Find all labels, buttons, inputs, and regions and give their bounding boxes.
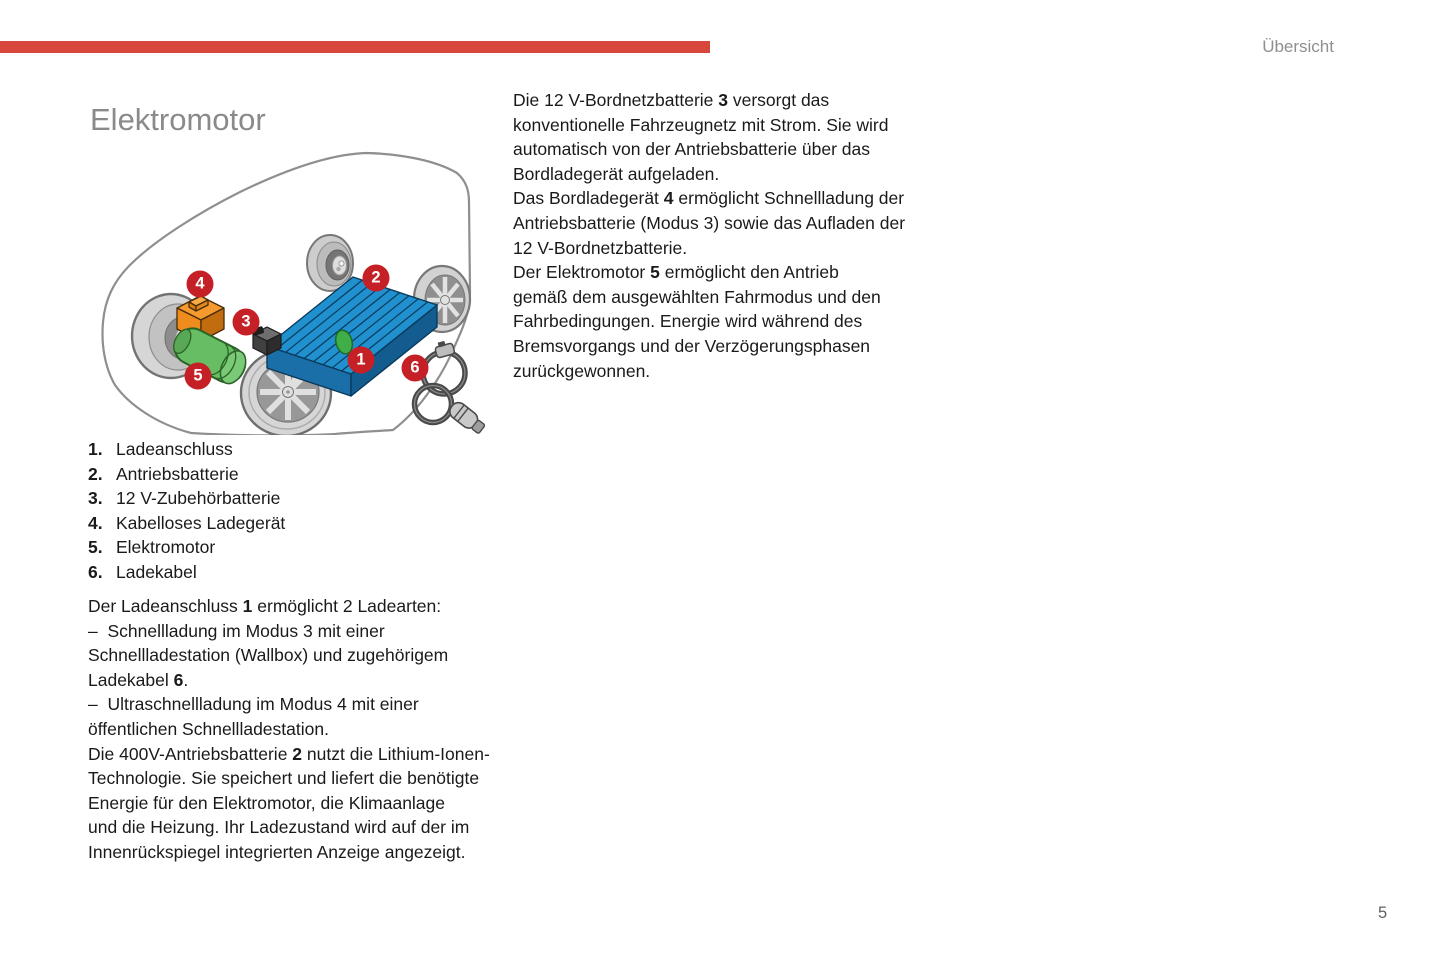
text-line: – Ultraschnellladung im Modus 4 mit einer <box>88 694 419 715</box>
text-line: Der Ladeanschluss 1 ermöglicht 2 Ladearten: <box>88 596 442 616</box>
text-line: und die Heizung. Ihr Ladezustand wird auf der im <box>88 817 470 838</box>
left-text-column <box>88 594 490 865</box>
legend-item-number: 3. <box>88 488 103 509</box>
legend-item <box>88 535 285 560</box>
legend-item <box>88 437 285 462</box>
section-label: Übersicht <box>1262 37 1334 56</box>
vehicle-diagram <box>95 140 495 435</box>
header-accent-bar <box>0 41 710 53</box>
text-line: Innenrückspiegel integrierten Anzeige angezeigt. <box>88 841 466 862</box>
legend-item-label: Ladeanschluss <box>116 439 233 459</box>
page-number: 5 <box>1378 904 1388 922</box>
diagram-callout-5: 5 <box>185 363 212 390</box>
text-line: zurückgewonnen. <box>513 360 651 381</box>
text-line: automatisch von der Antriebsbatterie über das <box>513 139 871 160</box>
legend-item-number: 6. <box>88 561 103 582</box>
legend-item-label: 12 V-Zubehörbatterie <box>116 488 281 509</box>
diagram-callout-1: 1 <box>348 347 375 374</box>
vehicle-diagram-art <box>95 140 495 435</box>
legend-item-label: Kabelloses Ladegerät <box>116 512 286 533</box>
page-title: Elektromotor <box>90 101 266 137</box>
text-line: 12 V-Bordnetzbatterie. <box>513 237 688 258</box>
text-line: Technologie. Sie speichert und liefert die benötigte <box>88 768 480 789</box>
text-line: Der Elektromotor 5 ermöglicht den Antrieb <box>513 262 839 283</box>
right-text-column <box>513 88 905 383</box>
legend-item-number: 4. <box>88 512 103 533</box>
legend-item <box>88 511 285 536</box>
component-legend <box>88 437 285 585</box>
diagram-callout-2: 2 <box>363 265 390 292</box>
legend-item <box>88 462 285 487</box>
legend-item-number: 5. <box>88 537 103 558</box>
text-line: konventionelle Fahrzeugnetz mit Strom. Sie wird <box>513 114 889 135</box>
text-line: gemäß dem ausgewählten Fahrmodus und den <box>513 286 881 307</box>
diagram-callout-4: 4 <box>187 271 214 298</box>
text-line: Fahrbedingungen. Energie wird während des <box>513 311 863 332</box>
text-line: – Schnellladung im Modus 3 mit einer <box>88 620 385 641</box>
legend-item-number: 1. <box>88 439 103 459</box>
legend-item-label: Ladekabel <box>116 561 197 582</box>
diagram-callout-6: 6 <box>402 355 429 382</box>
text-line: Ladekabel 6. <box>88 669 189 690</box>
legend-item <box>88 560 285 585</box>
text-line: Bordladegerät aufgeladen. <box>513 163 720 184</box>
legend-item-label: Elektromotor <box>116 537 216 558</box>
legend-item <box>88 486 285 511</box>
text-line: Energie für den Elektromotor, die Klimaanlage <box>88 792 446 813</box>
diagram-callout-3: 3 <box>233 309 260 336</box>
text-line: Antriebsbatterie (Modus 3) sowie das Aufladen der <box>513 212 906 233</box>
text-line: öffentlichen Schnellladestation. <box>88 718 329 739</box>
text-line: Bremsvorgangs und der Verzögerungsphasen <box>513 335 871 356</box>
legend-item-number: 2. <box>88 463 103 484</box>
text-line: Schnellladestation (Wallbox) und zugehörigem <box>88 645 449 666</box>
text-line: Das Bordladegerät 4 ermöglicht Schnellladung der <box>513 188 905 209</box>
text-line: Die 12 V-Bordnetzbatterie 3 versorgt das <box>513 90 830 110</box>
legend-item-label: Antriebsbatterie <box>116 463 239 484</box>
text-line: Die 400V-Antriebsbatterie 2 nutzt die Lithium-Ionen- <box>88 743 490 764</box>
